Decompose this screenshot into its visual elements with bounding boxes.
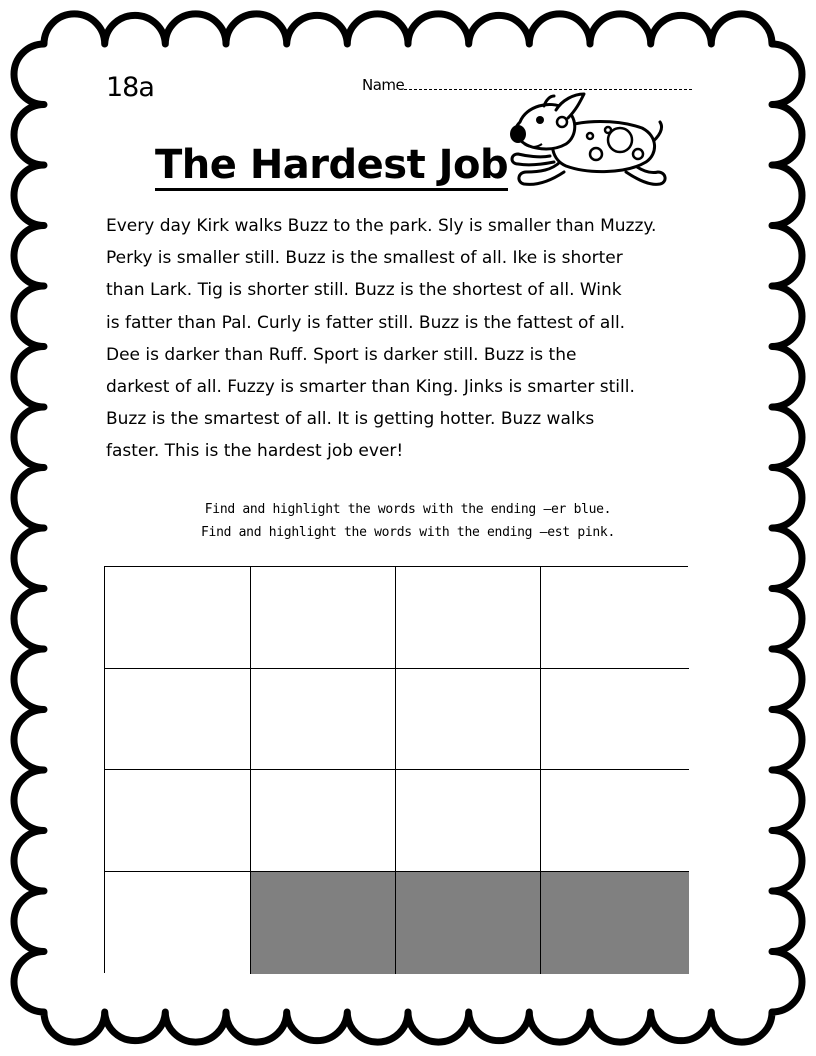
grid-cell-r3c1[interactable] [105,770,251,872]
spotted-dog-icon [500,92,670,202]
instruction-er: Find and highlight the words with the ending –er blue. [204,502,612,517]
story-line: darkest of all. Fuzzy is smarter than King. Jinks is smarter still. [106,377,635,398]
grid-cell-r1c4[interactable] [541,567,689,669]
story-line: Buzz is the smartest of all. It is getting hotter. Buzz walks [106,409,595,430]
story-line: Every day Kirk walks Buzz to the park. Sly is smaller than Muzzy. [106,216,657,236]
grid-cell-r3c4[interactable] [541,770,689,872]
story-line: faster. This is the hardest job ever! [106,441,404,462]
story-line: than Lark. Tig is shorter still. Buzz is the shortest of all. Wink [106,280,622,301]
instruction-est: Find and highlight the words with the ending –est pink. [201,525,615,540]
grid-cell-r4c3 [396,872,541,974]
grid-cell-r4c1[interactable] [105,872,251,974]
page-title: The Hardest Job [155,142,508,191]
grid-cell-r2c2[interactable] [251,669,396,770]
grid-cell-r2c4[interactable] [541,669,689,770]
name-label: Name [362,76,405,94]
instructions [108,498,708,544]
answer-grid [104,566,688,973]
grid-cell-r1c3[interactable] [396,567,541,669]
grid-cell-r3c2[interactable] [251,770,396,872]
grid-cell-r4c4 [541,872,689,974]
story-line: is fatter than Pal. Curly is fatter still. Buzz is the fattest of all. [106,312,626,333]
story-line: Perky is smaller still. Buzz is the smallest of all. Ike is shorter [106,248,623,269]
story-text [106,210,706,468]
grid-cell-r2c3[interactable] [396,669,541,770]
grid-cell-r3c3[interactable] [396,770,541,872]
page-number: 18a [106,72,154,103]
grid-cell-r2c1[interactable] [105,669,251,770]
grid-cell-r4c2 [251,872,396,974]
story-line: Dee is darker than Ruff. Sport is darker still. Buzz is the [106,344,577,365]
grid-cell-r1c2[interactable] [251,567,396,669]
grid-cell-r1c1[interactable] [105,567,251,669]
name-underline[interactable] [404,77,692,90]
